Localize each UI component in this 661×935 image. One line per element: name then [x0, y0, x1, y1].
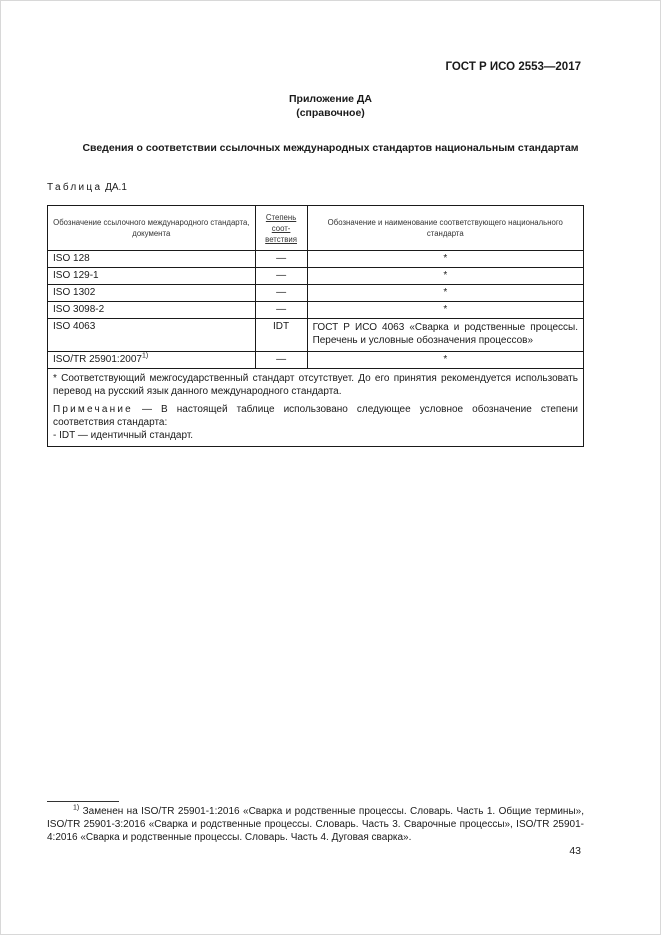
cell-reference: ISO 1302	[48, 285, 256, 302]
table-caption-id: ДА.1	[105, 182, 127, 193]
footnote-divider	[47, 801, 119, 802]
table-row	[48, 285, 584, 302]
table-row	[48, 268, 584, 285]
appendix-title: Приложение ДА	[289, 93, 372, 105]
cell-degree: —	[255, 285, 307, 302]
table-caption	[47, 182, 127, 193]
appendix-subtitle: (справочное)	[296, 107, 365, 119]
appendix-heading	[0, 92, 661, 120]
table-notes	[48, 369, 584, 447]
header-degree: Степень соот-ветствия	[255, 206, 307, 251]
document-code: ГОСТ Р ИСО 2553—2017	[445, 61, 581, 73]
cell-degree: —	[255, 302, 307, 319]
cell-degree: —	[255, 251, 307, 268]
note-text: — В настоящей таблице использовано следующее условное обозначение степени соответствия стандарта:	[53, 404, 578, 428]
table-row	[48, 319, 584, 352]
cell-degree: —	[255, 352, 307, 369]
cell-national: ГОСТ Р ИСО 4063 «Сварка и родственные процессы. Перечень и условные обозначения процессов»	[307, 319, 583, 352]
note-item: - IDT — идентичный стандарт.	[53, 430, 194, 441]
cell-reference: ISO 129-1	[48, 268, 256, 285]
footnote-marker: 1)	[73, 804, 80, 812]
cell-national: *	[307, 352, 583, 369]
table-header-row	[48, 206, 584, 251]
table-caption-word: Таблица	[47, 182, 103, 193]
reference-text: ISO/TR 25901:2007	[53, 354, 142, 365]
footnote-marker: 1)	[141, 352, 149, 360]
cell-national: *	[307, 268, 583, 285]
page-number: 43	[569, 845, 581, 857]
note-label: Примечание	[53, 404, 133, 415]
cell-degree: IDT	[255, 319, 307, 352]
footnote-text: Заменен на ISO/TR 25901-1:2016 «Сварка и родственные процессы. Словарь. Часть 1. Общие термины», ISO/TR 25901-3:2016 «Сварка и родственные процессы. Словарь. Часть 3. Сварочные процессы», ISO/TR 25901-4:2016 «Сварка и родственные процессы. Словарь. Часть 4. Дуговая сварка».	[47, 806, 584, 843]
cell-reference: ISO 4063	[48, 319, 256, 352]
cell-degree: —	[255, 268, 307, 285]
reference-table	[47, 205, 584, 447]
table-row	[48, 302, 584, 319]
star-footnote: * Соответствующий межгосударственный стандарт отсутствует. До его принятия рекомендуется использовать перевод на русский язык данного международного стандарта.	[53, 373, 578, 397]
header-national: Обозначение и наименование соответствующего национального стандарта	[307, 206, 583, 251]
page-footnote	[47, 805, 584, 844]
table-notes-row	[48, 369, 584, 447]
cell-national: *	[307, 285, 583, 302]
cell-reference	[48, 352, 256, 369]
table-row	[48, 352, 584, 369]
table-row	[48, 251, 584, 268]
header-reference: Обозначение ссылочного международного стандарта, документа	[48, 206, 256, 251]
section-title: Сведения о соответствии ссылочных международных стандартов национальным стандартам	[82, 142, 579, 154]
cell-reference: ISO 128	[48, 251, 256, 268]
table-note	[53, 403, 578, 442]
cell-national: *	[307, 302, 583, 319]
cell-national: *	[307, 251, 583, 268]
cell-reference: ISO 3098-2	[48, 302, 256, 319]
